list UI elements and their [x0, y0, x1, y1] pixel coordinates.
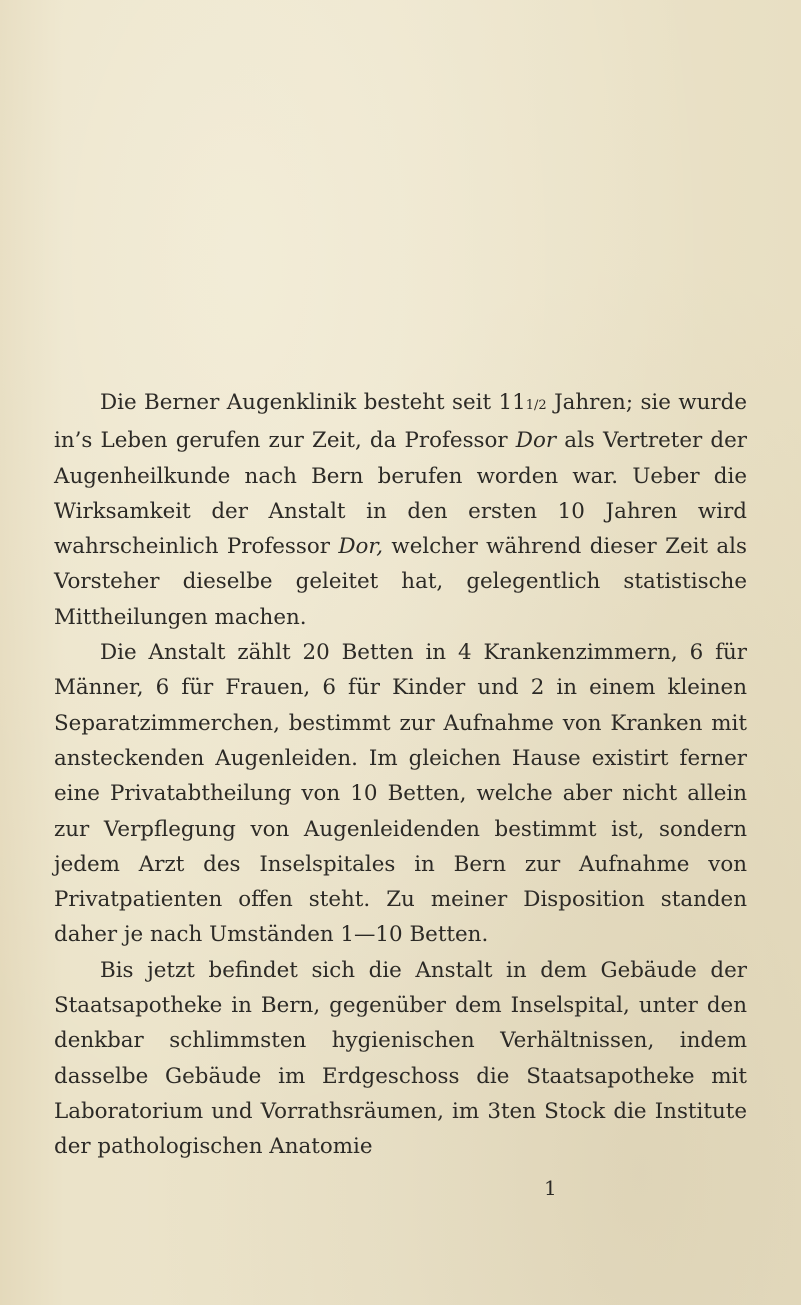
paragraph-2: Die Anstalt zählt 20 Betten in 4 Krankenzimmern, 6 für Männer, 6 für Frauen, 6 für Kinder und 2 in einem kleinen Separatzimmerchen, bestimmt zur Aufnahme von Kranken mit ansteckenden Augenleiden. Im gleichen Hause existirt ferner eine Privatabtheilung von 10 Betten, welche aber nicht allein zur Verpflegung von Augenleidenden bestimmt ist, sondern jedem Arzt des Inselspitales in Bern zur Aufnahme von Privatpatienten offen steht. Zu meiner Disposition standen daher je nach Umständen 1—10 Betten. — [54, 640, 747, 948]
name-dor-2: Dor, — [338, 534, 384, 560]
paragraph-1-text-c: als Vertreter der Augenheilkunde nach Bern berufen worden war. Ueber die Wirksamkeit der Anstalt in den ersten 10 Jahren wird wahrscheinlich Professor — [54, 428, 748, 560]
paragraph-1-text-d: welcher während dieser Zeit als Vorsteher dieselbe geleitet hat, gelegentlich statistische Mittheilungen machen. — [54, 534, 747, 630]
paragraph-1 — [54, 385, 747, 635]
body-text — [54, 385, 747, 1165]
paragraph-1-text-a: Die Berner Augenklinik besteht seit 11 — [100, 390, 526, 415]
page-number: 1 — [544, 1176, 557, 1200]
fraction-one-half: 1/2 — [525, 398, 547, 413]
name-dor-1: Dor — [515, 428, 557, 454]
paragraph-3: Bis jetzt befindet sich die Anstalt in dem Gebäude der Staatsapotheke in Bern, gegenüber dem Inselspital, unter den denkbar schlimmsten hygienischen Verhältnissen, indem dasselbe Gebäude im Erdgeschoss die Staatsapotheke mit Laboratorium und Vorrathsräumen, im 3ten Stock die Institute der pathologischen Anatomie — [54, 957, 747, 1160]
paragraph-1-text-b: Jahren; sie wurde in’s Leben gerufen zur Zeit, da Professor — [54, 390, 747, 454]
